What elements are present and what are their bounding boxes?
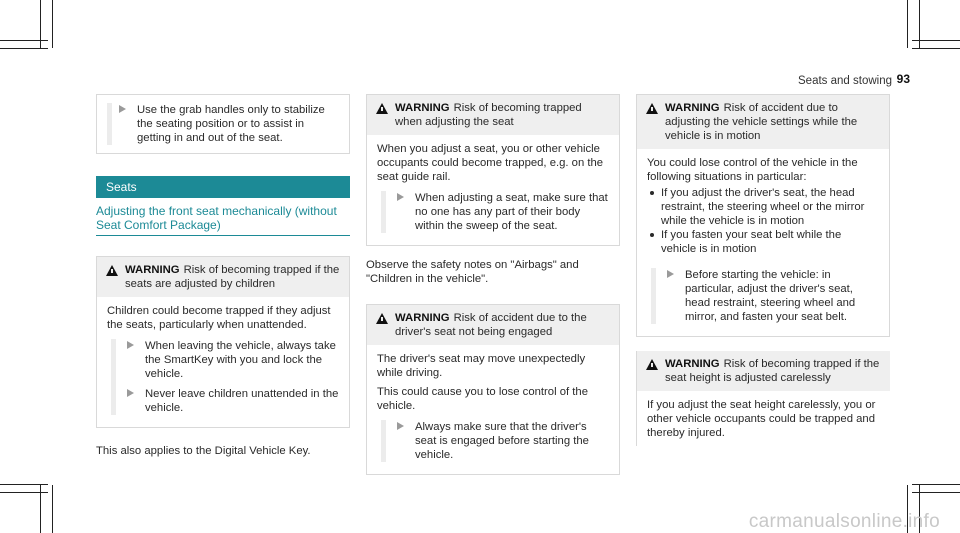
crop-mark	[0, 48, 48, 49]
step-item: Always make sure that the driver's seat is engaged before starting the vehicle.	[397, 420, 609, 462]
crop-mark	[52, 0, 53, 48]
step-item: When leaving the vehicle, always take the SmartKey with you and lock the vehicle.	[127, 339, 339, 381]
crop-mark	[0, 492, 48, 493]
warning-header	[367, 305, 619, 345]
crop-mark	[912, 48, 960, 49]
crop-mark	[912, 492, 960, 493]
watermark: carmanualsonline.info	[748, 511, 940, 532]
step-item: Use the grab handles only to stabilize the seating position or to assist in getting in and out of the seat.	[119, 103, 339, 145]
warning-header	[637, 95, 889, 149]
warning-label: WARNING	[125, 264, 180, 276]
column-3	[636, 94, 890, 446]
step-bar	[651, 268, 656, 324]
warning-body	[637, 149, 889, 336]
step-item: Never leave children unattended in the vehicle.	[127, 387, 339, 415]
step-list	[377, 420, 609, 462]
warning-label: WARNING	[665, 102, 720, 114]
warning-label: WARNING	[395, 312, 450, 324]
warning-body	[637, 391, 890, 446]
warning-label: WARNING	[665, 358, 720, 370]
step-bar	[111, 339, 116, 415]
warning-box	[96, 256, 350, 428]
warning-text: The driver's seat may move unexpectedly while driving.	[377, 353, 586, 379]
warning-body	[367, 345, 619, 474]
warning-header	[97, 257, 349, 297]
step-bar	[107, 103, 112, 145]
step-list	[107, 339, 339, 415]
warning-text: You could lose control of the vehicle in the following situations in particular:	[647, 157, 858, 183]
warning-headline: Risk of accident due to adjusting the vehicle settings while the vehicle is in motion	[665, 102, 858, 142]
page-number: 93	[896, 72, 910, 86]
warning-body	[367, 135, 619, 245]
warning-text: This could cause you to lose control of the vehicle.	[377, 386, 588, 412]
crop-mark	[912, 40, 960, 41]
crop-mark	[907, 0, 908, 48]
step-arrow-icon	[127, 389, 134, 397]
crop-mark	[0, 40, 48, 41]
note-text: Observe the safety notes on "Airbags" and "Children in the vehicle".	[366, 259, 579, 285]
step-bar	[381, 191, 386, 233]
step-bar	[381, 420, 386, 462]
step-arrow-icon	[119, 105, 126, 113]
warning-headline: Risk of accident due to the driver's seat not being engaged	[395, 312, 587, 338]
warning-text: Children could become trapped if they adjust the seats, particularly when unattended.	[107, 305, 331, 331]
warning-body	[97, 297, 349, 427]
crop-mark	[0, 484, 48, 485]
section-subtitle: Adjusting the front seat mechanically (without Seat Comfort Package)	[96, 198, 350, 236]
warning-box	[636, 94, 890, 337]
warning-header	[637, 351, 890, 391]
step-list	[103, 103, 339, 145]
bullet-item: If you adjust the driver's seat, the head restraint, the steering wheel or the mirror while the vehicle is in motion	[647, 186, 879, 228]
warning-triangle-icon	[376, 313, 388, 324]
step-arrow-icon	[397, 422, 404, 430]
warning-triangle-icon	[646, 103, 658, 114]
warning-triangle-icon	[376, 103, 388, 114]
warning-box	[636, 351, 890, 446]
crop-mark	[912, 484, 960, 485]
step-arrow-icon	[397, 193, 404, 201]
warning-box	[366, 304, 620, 475]
bullet-item: If you fasten your seat belt while the vehicle is in motion	[647, 228, 879, 256]
warning-text: If you adjust the seat height carelessly, you or other vehicle occupants could be trapped and thereby injured.	[647, 399, 876, 439]
note-text: This also applies to the Digital Vehicle Key.	[96, 445, 311, 457]
bullet-list	[647, 186, 879, 256]
warning-triangle-icon	[646, 359, 658, 370]
step-arrow-icon	[667, 270, 674, 278]
column-1	[96, 94, 350, 458]
warning-box	[366, 94, 620, 246]
warning-triangle-icon	[106, 265, 118, 276]
step-list	[647, 268, 879, 324]
warning-headline: Risk of becoming trapped if the seat height is adjusted carelessly	[665, 358, 880, 384]
warning-headline: Risk of becoming trapped if the seats are adjusted by children	[125, 264, 340, 290]
step-item: When adjusting a seat, make sure that no one has any part of their body within the sweep of the seat.	[397, 191, 609, 233]
column-2	[366, 94, 620, 475]
warning-label: WARNING	[395, 102, 450, 114]
step-item: Before starting the vehicle: in particular, adjust the driver's seat, head restraint, steering wheel and mirror, and fasten your seat belt.	[667, 268, 879, 324]
section-title: Seats	[96, 176, 350, 198]
crop-mark	[52, 485, 53, 533]
warning-headline: Risk of becoming trapped when adjusting the seat	[395, 102, 582, 128]
warning-header	[367, 95, 619, 135]
step-arrow-icon	[127, 341, 134, 349]
running-header: Seats and stowing	[798, 75, 892, 87]
instruction-box	[96, 94, 350, 154]
warning-text: When you adjust a seat, you or other vehicle occupants could become trapped, e.g. on the seat guide rail.	[377, 143, 604, 183]
step-list	[377, 191, 609, 233]
